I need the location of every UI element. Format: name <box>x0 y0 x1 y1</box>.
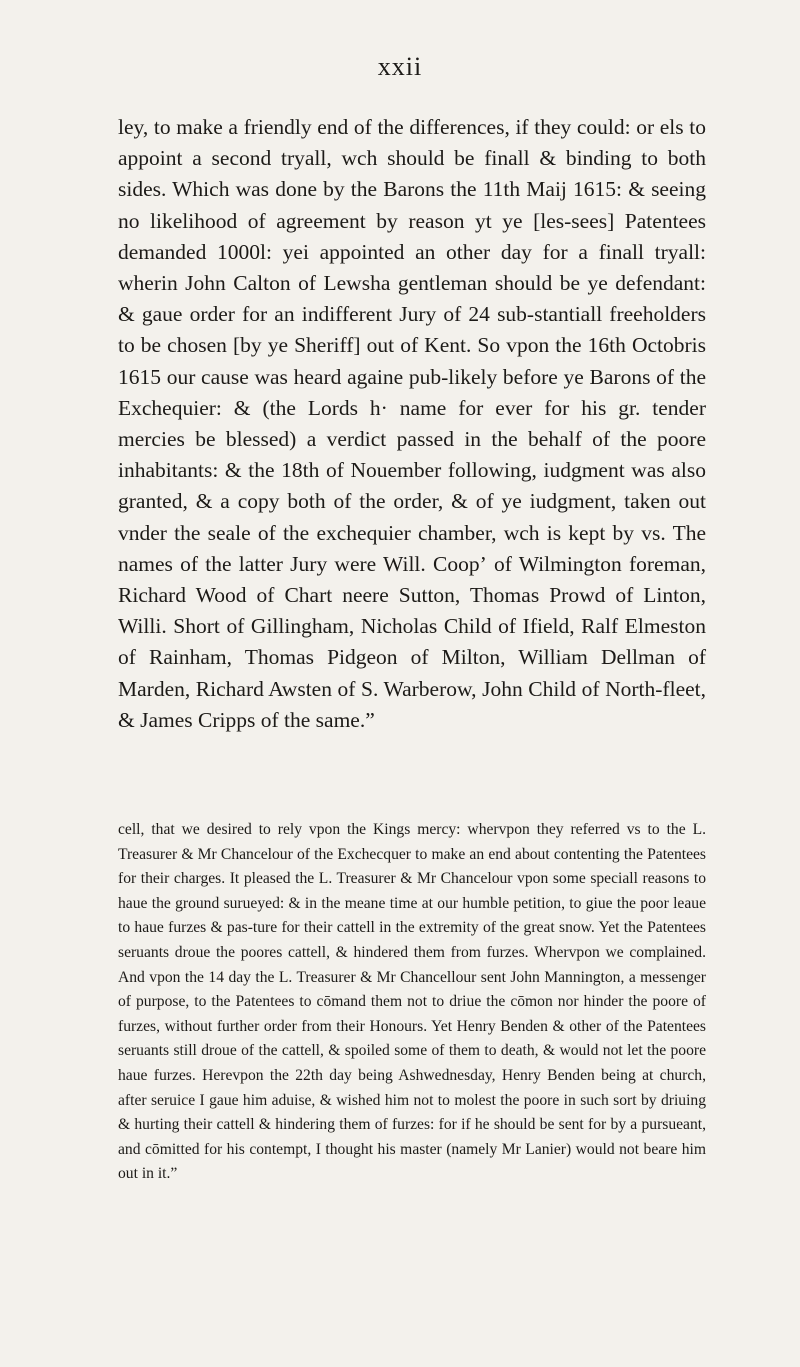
quote-paragraph: cell, that we desired to rely vpon the Kings mercy: whervpon they referred vs to the L. Treasurer & Mr Chancelour of the Exchecquer to make an end about contenting the Patentees for their charges. It pleased the L. Treasurer & Mr Chancelour vpon some speciall reasons to haue the ground surueyed: & in the meane time at our humble petition, to giue the poor leaue to haue furzes & pas-ture for their cattell in the extremity of the great snow. Yet the Patentees seruants droue the poores cattell, & hindered them from furzes. Whervpon we complained. And vpon the 14 day the L. Treasurer & Mr Chancellour sent John Mannington, a messenger of purpose, to the Patentees to cōmand them not to driue the cōmon nor hinder the poore of furzes, without further order from their Honours. Yet Henry Benden & other of the Patentees seruants still droue of the cattell, & spoiled some of them to death, & would not let the poore haue furzes. Herevpon the 22th day being Ashwednesday, Henry Benden being at church, after seruice I gaue him aduise, & wished him not to molest the poore in such sort by driuing & hurting their cattell & hindering them of furzes: for if he should be sent for by a pursueant, and cōmitted for his contempt, I thought his master (namely Mr Lanier) would not beare him out in it.” <box>118 821 706 1183</box>
main-paragraph: ley, to make a friendly end of the differences, if they could: or els to appoint a second tryall, wch should be finall & binding to both sides. Which was done by the Barons the 11th Maij 1615: & seeing no likelihood of agreement by reason yt ye [les-sees] Patentees demanded 1000l: yei appointed an other day for a finall tryall: wherin John Calton of Lewsha gentleman should be ye defendant: & gaue order for an indifferent Jury of 24 sub-stantiall freeholders to be chosen [by ye Sheriff] out of Kent. So vpon the 16th Octobris 1615 our cause was heard againe pub-likely before ye Barons of the Exchequier: & (the Lords h· name for ever for his gr. tender mercies be blessed) a verdict passed in the behalf of the poore inhabitants: & the 18th of Nouember following, iudgment was also granted, & a copy both of the order, & of ye iudgment, taken out vnder the seale of the exchequier chamber, wch is kept by vs. The names of the latter Jury were Will. Coopʼ of Wilmington foreman, Richard Wood of Chart neere Sutton, Thomas Prowd of Linton, Willi. Short of Gillingham, Nicholas Child of Ifield, Ralf Elmeston of Rainham, Thomas Pidgeon of Milton, William Dellman of Marden, Richard Awsten of S. Warberow, John Child of North-fleet, & James Cripps of the same.” <box>118 115 706 732</box>
page-number: xxii <box>377 52 423 81</box>
